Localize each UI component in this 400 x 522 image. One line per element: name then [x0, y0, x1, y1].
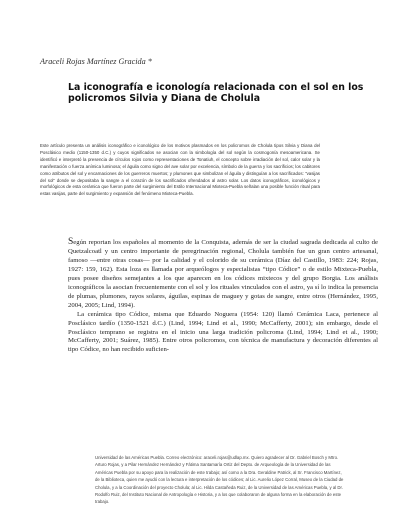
footnote: Universidad de las Américas Puebla. Correo electrónico: araceli.rojas@udlap.mx. Quiero agradecer al Dr. Gabriel Bosch y Mtro. Arturo Rojas, y a Pilar Hernández Hernández y Fátima Santamaría Ortiz del Depto. de Arqueología de la Universidad de las Américas Puebla por su apoyo para la realización de este trabajo; así como a la Dra. Geraldine Patrick, al Sr. Francisco Martínez, de la Biblioteca, quien me ayudó con la lectura e interpretación de los códices; al Lic. Aurelio López Corral, Museo de la Ciudad de Cholula, y a la Coordinación del proyecto Cholula; al Lic. Hilda Castañeda Ruiz, de la Universidad de las Américas Puebla, y al Dr. Rodolfo Ruiz, del Instituto Nacional de Antropología e Historia, y a los que colaboraron de alguna forma en la elaboración de este trabajo. [95, 455, 344, 505]
article-title: La iconografía e iconología relacionada con el sol en los policromos Silvia y Diana de Cholula [68, 82, 364, 104]
abstract: Este artículo presenta un análisis iconográfico e iconológico de los motivos plasmados en los policromos de Cholula tipos Silvia y Diana del Posclásico medio (1150-1350 d.C.) y cuyos significados se asocian con la simbología del sol según la cosmogonía mesoamericana. Se identificó e interpretó la presencia de círculos rojos como representaciones de Tonatiuh, el concepto sobre irradiación del sol, calor solar y la manifestación o fuerza anímica luminosa; el águila como signo del ave solar por excelencia, símbolo de la guerra y los sacrificios; los cabitores como atributos del sol y encarnaciones de los guerreros muertos; y plumones que simbolizan el águila y distinguían a los sacrificados: “vasijas del sol” donde se depositaba la sangre a el corazón de los sacrificados ofrendados al astro solar. Los datos iconográficos, iconológicos y morfológicos de esta cerámica que fueron parte del surgimiento del Estilo Internacional Mixteca-Puebla señalan una posible función ritual para estas vasijas, parte del surgimiento y expansión del fenómeno Mixteca-Puebla. [40, 143, 320, 197]
article-body [68, 238, 378, 355]
body-paragraph: Según reportan los españoles al momento de la Conquista, además de ser la ciudad sagrada dedicada al culto de Quetzalcoatl y un centro importante de peregrinación regional, Cholula también fue un gran centro artesanal, famoso —entre otras cosas— por la calidad y el colorido de su cerámica (Díaz del Castillo, 1983: 224; Rojas, 1927: 159, 162). Esta loza es llamada por arqueólogos y especialistas “tipo Códice” o de estilo Mixteca-Puebla, pues posee diseños semejantes a los que aparecen en los códices mixtecos y del grupo Borgia. Los análisis iconográficos la asocian frecuentemente con el sol y los rituales vinculados con el astro, ya sí lo indica la presencia de plumas, plumones, rayos solares, águilas, espinas de maguey y gotas de sangre, entre otros (Hernández, 1995, 2004, 2005; Lind, 1994). [68, 237, 378, 309]
author-name: Araceli Rojas Martínez Gracida * [40, 57, 152, 66]
body-paragraph: La cerámica tipo Códice, misma que Eduardo Noguera (1954: 120) llamó Cerámica Laca, pertenece al Posclásico tardío (1350-1521 d.C.) (Lind, 1994; Lind et al., 1990; McCafferty, 2001); sin embargo, desde el Posclásico temprano se registra en el inicio una larga tradición policroma (Lind, 1994; Lind et al., 1990; McCafferty, 2001; Suárez, 1985). Entre otros policromos, con técnica de manufactura y decoración diferentes al tipo Códice, no han recibido suficien- [68, 310, 378, 354]
